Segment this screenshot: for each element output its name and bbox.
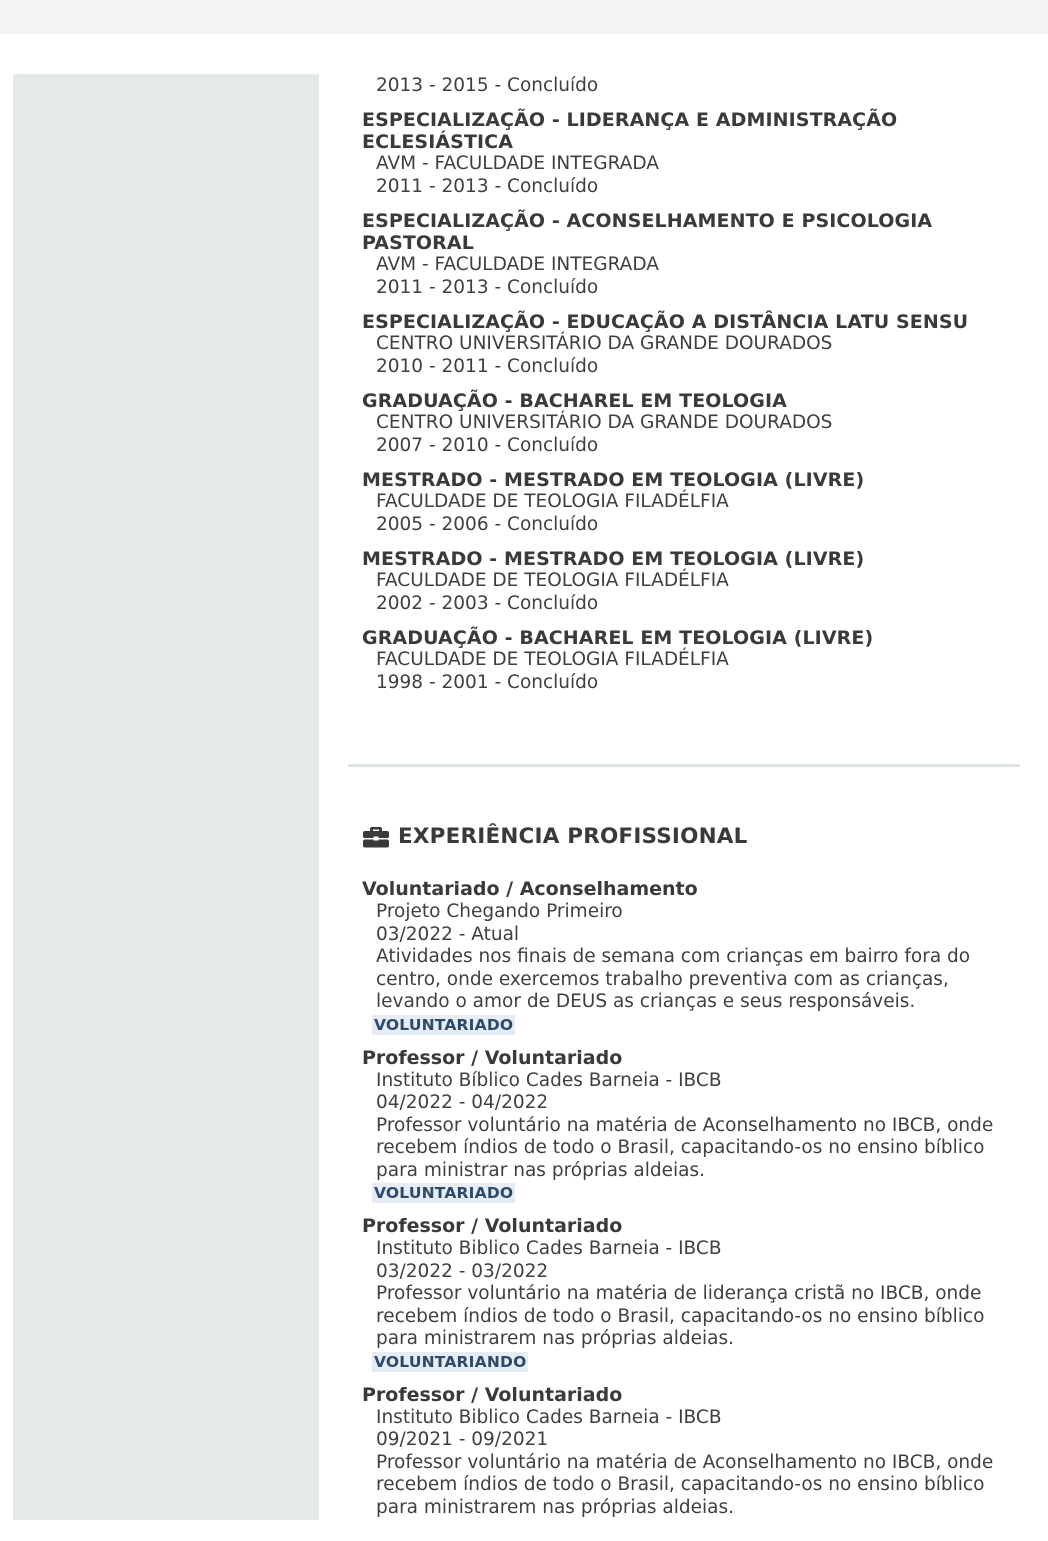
experience-org: Projeto Chegando Primeiro (376, 901, 623, 922)
experience-role: Professor / Voluntariado (362, 1046, 623, 1069)
education-institution: CENTRO UNIVERSITÁRIO DA GRANDE DOURADOS (376, 333, 833, 354)
experience-item (362, 1384, 1022, 1520)
education-period: 2013 - 2015 - Concluído (376, 75, 599, 96)
education-item (362, 109, 1022, 198)
experience-item (362, 1215, 1022, 1372)
experience-period: 03/2022 - Atual (376, 923, 520, 945)
experience-item (362, 1047, 1022, 1204)
education-institution: FACULDADE DE TEOLOGIA FILADÉLFIA (376, 491, 729, 512)
education-item (362, 311, 1022, 378)
experience-tag: VOLUNTARIADO (374, 1015, 514, 1034)
education-item (362, 390, 1022, 457)
experience-period: 03/2022 - 03/2022 (376, 1260, 549, 1282)
experience-item (362, 878, 1022, 1035)
education-section (362, 74, 1022, 694)
experience-description: Atividades nos finais de semana com crianças em bairro fora do centro, onde exercemos trabalho preventiva com as crianças, levando o amor de DEUS as crianças e seus responsáveis. (376, 946, 971, 1012)
education-period: 2007 - 2010 - Concluído (376, 434, 599, 456)
experience-list (362, 878, 1022, 1531)
experience-role: Professor / Voluntariado (362, 1383, 623, 1406)
education-period: 2011 - 2013 - Concluído (376, 175, 599, 197)
experience-tag: VOLUNTARIADO (374, 1184, 514, 1202)
education-period: 2011 - 2013 - Concluído (376, 276, 599, 298)
education-title: ESPECIALIZAÇÃO - EDUCAÇÃO A DISTÂNCIA LATU SENSU (362, 311, 969, 333)
education-title: MESTRADO - MESTRADO EM TEOLOGIA (LIVRE) (362, 469, 865, 491)
education-period: 2002 - 2003 - Concluído (376, 592, 599, 614)
education-period: 2010 - 2011 - Concluído (376, 355, 599, 377)
education-title: GRADUAÇÃO - BACHAREL EM TEOLOGIA (362, 390, 787, 412)
education-institution: CENTRO UNIVERSITÁRIO DA GRANDE DOURADOS (376, 412, 833, 433)
education-period: 2005 - 2006 - Concluído (376, 513, 599, 535)
experience-header (362, 824, 748, 849)
education-institution: AVM - FACULDADE INTEGRADA (376, 153, 659, 174)
education-item (362, 210, 1022, 299)
experience-org: Instituto Bíblico Cades Barneia - IBCB (376, 1069, 722, 1091)
education-title: MESTRADO - MESTRADO EM TEOLOGIA (LIVRE) (362, 548, 865, 570)
education-item (362, 548, 1022, 615)
experience-period: 09/2021 - 09/2021 (376, 1429, 549, 1450)
education-institution: FACULDADE DE TEOLOGIA FILADÉLFIA (376, 649, 729, 670)
education-item (362, 469, 1022, 536)
education-institution: FACULDADE DE TEOLOGIA FILADÉLFIA (376, 570, 729, 591)
experience-description: Professor voluntário na matéria de liderança cristã no IBCB, onde recebem índios de todo o Brasil, capacitando-os no ensino bíblico para ministrarem nas próprias aldeias. (376, 1283, 985, 1349)
sidebar-panel (13, 74, 319, 1520)
briefcase-icon (362, 825, 390, 849)
experience-tag: VOLUNTARIANDO (374, 1352, 527, 1371)
education-title: ESPECIALIZAÇÃO - LIDERANÇA E ADMINISTRAÇÃO ECLESIÁSTICA (362, 109, 898, 153)
experience-description: Professor voluntário na matéria de Aconselhamento no IBCB, onde recebem índios de todo o Brasil, capacitando-os no ensino bíblico para ministrarem nas próprias aldeias. (376, 1451, 994, 1518)
experience-description: Professor voluntário na matéria de Aconselhamento no IBCB, onde recebem índios de todo o Brasil, capacitando-os no ensino bíblico para ministrar nas próprias aldeias. (376, 1114, 994, 1181)
education-title: ESPECIALIZAÇÃO - ACONSELHAMENTO E PSICOLOGIA PASTORAL (362, 210, 933, 254)
experience-org: Instituto Biblico Cades Barneia - IBCB (376, 1238, 722, 1259)
experience-role: Voluntariado / Aconselhamento (362, 878, 698, 900)
experience-org: Instituto Biblico Cades Barneia - IBCB (376, 1406, 722, 1428)
experience-role: Professor / Voluntariado (362, 1215, 623, 1237)
top-bar (0, 0, 1048, 34)
education-title: GRADUAÇÃO - BACHAREL EM TEOLOGIA (LIVRE) (362, 627, 874, 649)
education-item (362, 627, 1022, 694)
section-divider (348, 764, 1020, 767)
education-institution: AVM - FACULDADE INTEGRADA (376, 254, 659, 275)
section-title: EXPERIÊNCIA PROFISSIONAL (398, 824, 748, 849)
experience-period: 04/2022 - 04/2022 (376, 1092, 549, 1113)
education-period: 1998 - 2001 - Concluído (376, 671, 599, 693)
